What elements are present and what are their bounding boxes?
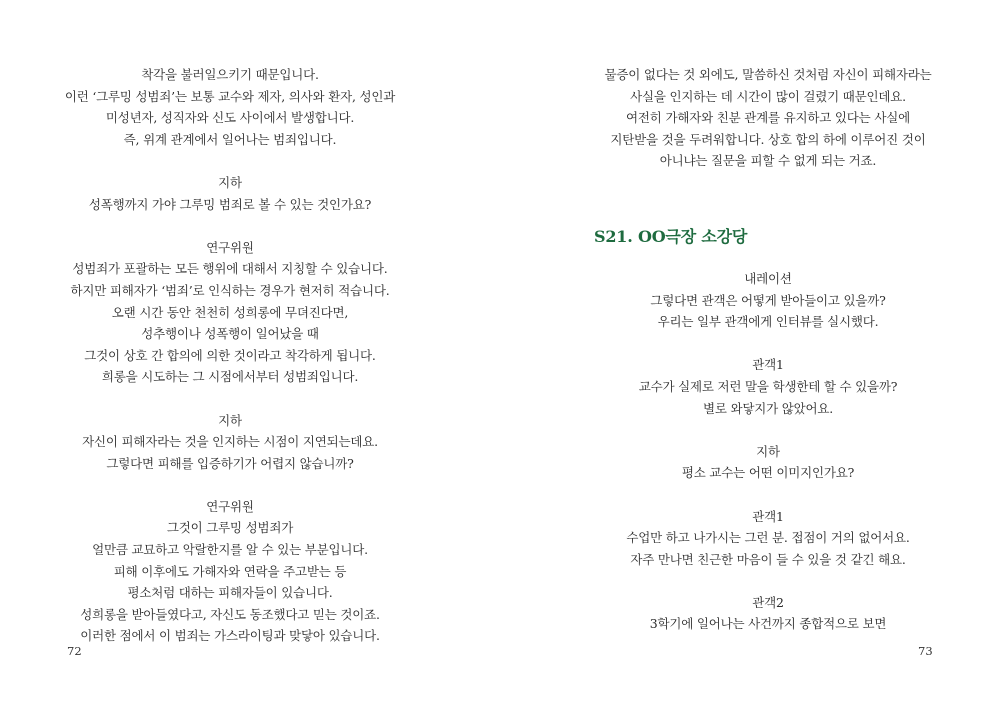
text-line: 그렇다면 피해를 입증하기가 어렵지 않습니까?	[106, 455, 354, 471]
left-page-text	[40, 64, 420, 647]
text-line: 성추행이나 성폭행이 일어났을 때	[141, 326, 319, 342]
text-line: 여전히 가해자와 친분 관계를 유지하고 있다는 사실에	[626, 110, 910, 126]
text-line: 피해 이후에도 가해자와 연락을 주고받는 등	[113, 563, 347, 579]
text-line: 3학기에 일어나는 사건까지 종합적으로 보면	[649, 616, 887, 632]
text-line: 오랜 시간 동안 천천히 성희롱에 무뎌진다면,	[111, 304, 349, 320]
text-line: 평소 교수는 어떤 이미지인가요?	[681, 465, 855, 481]
speaker-label: 연구위원	[206, 239, 254, 255]
speaker-label: 관객1	[752, 508, 784, 524]
text-line: 미성년자, 성직자와 신도 사이에서 발생합니다.	[105, 110, 355, 126]
text-line: 그것이 그루밍 성범죄가	[166, 520, 294, 536]
text-line: 우리는 일부 관객에게 인터뷰를 실시했다.	[657, 314, 879, 330]
text-line: 교수가 실제로 저런 말을 학생한테 할 수 있을까?	[638, 378, 898, 394]
text-line: 수업만 하고 나가시는 그런 분. 접점이 거의 없어서요.	[626, 530, 910, 546]
page-number: 72	[67, 644, 82, 658]
speaker-label: 관객2	[752, 594, 784, 610]
text-line: 그렇다면 관객은 어떻게 받아들이고 있을까?	[650, 292, 886, 308]
text-line: 자신이 피해자라는 것을 인지하는 시점이 지연되는데요.	[82, 434, 378, 450]
text-line: 이런 ‘그루밍 성범죄’는 보통 교수와 제자, 의사와 환자, 성인과	[64, 88, 396, 104]
speaker-label: 연구위원	[206, 498, 254, 514]
page-number: 73	[918, 644, 933, 658]
text-line: 별로 와닿지가 않았어요.	[702, 400, 834, 416]
right-page-text	[580, 64, 956, 635]
text-line: 사실을 인지하는 데 시간이 많이 걸렸기 때문인데요.	[630, 88, 906, 104]
speaker-label: 관객1	[752, 357, 784, 373]
text-line: 성폭행까지 가야 그루밍 범죄로 볼 수 있는 것인가요?	[88, 196, 372, 212]
speaker-label: 내레이션	[744, 270, 792, 286]
right-page	[500, 0, 1000, 710]
text-line: 지탄받을 것을 두려워합니다. 상호 합의 하에 이루어진 것이	[610, 131, 926, 147]
speaker-label: 지하	[218, 412, 242, 428]
text-line: 아니냐는 질문을 피할 수 없게 되는 거죠.	[659, 153, 877, 169]
text-line: 즉, 위계 관계에서 일어나는 범죄입니다.	[123, 131, 337, 147]
text-line: 물증이 없다는 것 외에도, 말씀하신 것처럼 자신이 피해자라는	[604, 67, 932, 82]
text-line: 성범죄가 포괄하는 모든 행위에 대해서 지칭할 수 있습니다.	[72, 261, 388, 277]
text-line: 착각을 불러일으키기 때문입니다.	[141, 67, 319, 82]
text-line: 얼만큼 교묘하고 악랄한지를 알 수 있는 부분입니다.	[92, 542, 368, 558]
text-line: 하지만 피해자가 ‘범죄’로 인식하는 경우가 현저히 적습니다.	[70, 282, 390, 298]
text-line: 평소처럼 대하는 피해자들이 있습니다.	[127, 585, 333, 601]
text-line: 그것이 상호 간 합의에 의한 것이라고 착각하게 됩니다.	[84, 347, 376, 363]
text-line: 이러한 점에서 이 범죄는 가스라이팅과 맞닿아 있습니다.	[80, 628, 380, 644]
scene-heading: S21. OO극장 소강당	[594, 226, 748, 246]
speaker-label: 지하	[756, 443, 780, 459]
text-line: 희롱을 시도하는 그 시점에서부터 성범죄입니다.	[101, 369, 359, 385]
text-line: 자주 만나면 친근한 마음이 들 수 있을 것 같긴 해요.	[630, 551, 906, 567]
speaker-label: 지하	[218, 174, 242, 190]
text-line: 성희롱을 받아들였다고, 자신도 동조했다고 믿는 것이죠.	[80, 606, 380, 622]
